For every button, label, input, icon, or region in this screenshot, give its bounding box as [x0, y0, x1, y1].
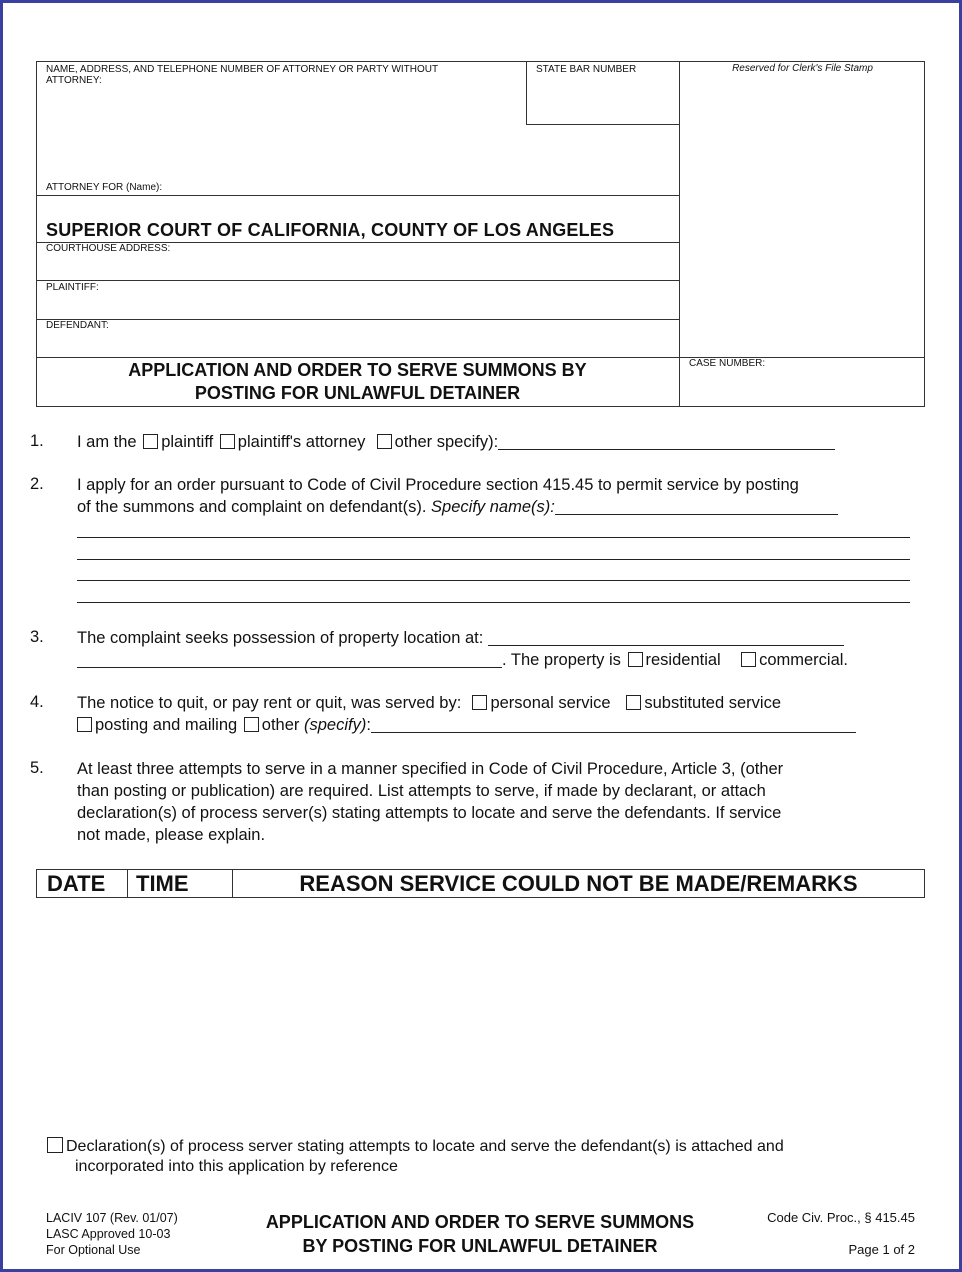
residential-label: residential — [645, 651, 721, 669]
plaintiff-label: plaintiff — [161, 433, 214, 451]
other-specify-label: other specify): — [394, 433, 499, 451]
item-2-number: 2. — [30, 475, 44, 493]
optional-label: For Optional Use — [46, 1243, 141, 1257]
form-title — [36, 359, 679, 405]
approved-label: LASC Approved 10-03 — [46, 1227, 171, 1241]
page-number: Page 1 of 2 — [848, 1242, 915, 1257]
item-5-line1: At least three attempts to serve in a manner specified in Code of Civil Procedure, Article 3, (other — [77, 760, 784, 778]
names-line-3[interactable] — [77, 580, 910, 581]
item-5-number: 5. — [30, 759, 44, 777]
item-2-line2 — [77, 496, 838, 518]
code-citation: Code Civ. Proc., § 415.45 — [767, 1210, 915, 1225]
rule-defendant — [36, 357, 925, 358]
clerk-stamp-label: Reserved for Clerk's File Stamp — [732, 63, 873, 74]
names-line-4[interactable] — [77, 602, 910, 603]
property-location-field-2[interactable] — [77, 651, 502, 668]
residential-checkbox[interactable] — [628, 652, 643, 667]
courthouse-label: COURTHOUSE ADDRESS: — [46, 243, 171, 254]
item-3-line2 — [77, 649, 848, 671]
header-time: TIME — [136, 871, 189, 896]
attempts-table-body[interactable] — [36, 898, 925, 1128]
declaration-checkbox[interactable] — [47, 1137, 63, 1153]
date-time-divider — [127, 870, 128, 897]
plaintiff-attorney-label: plaintiff's attorney — [237, 433, 366, 451]
item-1-text: I am the — [77, 433, 137, 451]
names-line-1[interactable] — [77, 537, 910, 538]
rule-plaintiff — [36, 319, 679, 320]
other-service-field[interactable] — [371, 716, 856, 733]
attorney-for-label: ATTORNEY FOR (Name): — [46, 182, 163, 193]
form-title-line2: POSTING FOR UNLAWFUL DETAINER — [194, 383, 521, 403]
plaintiff-checkbox[interactable] — [143, 434, 158, 449]
defendant-label: DEFENDANT: — [46, 320, 109, 331]
item-4-text: The notice to quit, or pay rent or quit, was served by: — [77, 694, 462, 712]
clerk-divider — [679, 61, 680, 407]
state-bar-label: STATE BAR NUMBER — [536, 64, 637, 75]
form-id: LACIV 107 (Rev. 01/07) — [46, 1211, 178, 1225]
substituted-service-checkbox[interactable] — [626, 695, 641, 710]
declaration-row — [47, 1137, 784, 1177]
item-1-number: 1. — [30, 432, 44, 450]
footer-title-line2: BY POSTING FOR UNLAWFUL DETAINER — [302, 1236, 658, 1256]
form-title-line1: APPLICATION AND ORDER TO SERVE SUMMONS BY — [128, 360, 587, 380]
commercial-label: commercial. — [759, 651, 849, 669]
plaintiff-label: PLAINTIFF: — [46, 282, 99, 293]
item-5-text — [77, 758, 783, 846]
other-service-specify: (specify) — [303, 716, 367, 734]
declaration-line1: Declaration(s) of process server stating attempts to locate and serve the defendant(s) is attached and — [66, 1138, 784, 1155]
header-date: DATE — [47, 871, 106, 896]
header-reason: REASON SERVICE COULD NOT BE MADE/REMARKS — [299, 871, 858, 896]
other-checkbox[interactable] — [377, 434, 392, 449]
personal-service-label: personal service — [490, 694, 611, 712]
footer-left — [46, 1210, 178, 1258]
names-line-2[interactable] — [77, 559, 910, 560]
other-service-checkbox[interactable] — [244, 717, 259, 732]
bar-bottom — [526, 124, 679, 125]
case-number-label: CASE NUMBER: — [689, 358, 766, 369]
rule-courthouse — [36, 280, 679, 281]
bar-divider — [526, 61, 527, 125]
item-2-line2-text: of the summons and complaint on defendant(s). — [77, 498, 427, 516]
rule-attorney — [36, 195, 679, 196]
other-service-label: other — [261, 716, 300, 734]
footer-title — [215, 1210, 745, 1258]
attorney-label: NAME, ADDRESS, AND TELEPHONE NUMBER OF ATTORNEY OR PARTY WITHOUT ATTORNEY: — [46, 64, 438, 86]
item-5-line2: than posting or publication) are required. List attempts to serve, if made by declarant, or attach — [77, 782, 766, 800]
declaration-line2: incorporated into this application by reference — [75, 1158, 398, 1175]
attempts-table-header — [36, 869, 925, 898]
item-3-text: The complaint seeks possession of property location at: — [77, 629, 484, 647]
court-name: SUPERIOR COURT OF CALIFORNIA, COUNTY OF LOS ANGELES — [46, 220, 615, 240]
item-3-number: 3. — [30, 628, 44, 646]
property-is-label: . The property is — [502, 651, 621, 669]
item-5-line4: not made, please explain. — [77, 826, 266, 844]
personal-service-checkbox[interactable] — [472, 695, 487, 710]
item-4-number: 4. — [30, 693, 44, 711]
item-4-line1 — [77, 692, 781, 714]
specify-names-label: Specify name(s): — [431, 498, 555, 516]
plaintiff-attorney-checkbox[interactable] — [220, 434, 235, 449]
posting-mailing-label: posting and mailing — [95, 716, 238, 734]
item-2-line1: I apply for an order pursuant to Code of Civil Procedure section 415.45 to permit service by posting — [77, 476, 799, 494]
other-specify-field[interactable] — [498, 433, 835, 450]
posting-mailing-checkbox[interactable] — [77, 717, 92, 732]
commercial-checkbox[interactable] — [741, 652, 756, 667]
item-3-line1 — [77, 627, 844, 649]
item-4-line2: posting and mailing other (specify): — [77, 714, 856, 736]
item-1 — [77, 431, 835, 453]
footer-title-line1: APPLICATION AND ORDER TO SERVE SUMMONS — [265, 1212, 695, 1232]
property-location-field[interactable] — [488, 629, 844, 646]
defendant-names-field[interactable] — [555, 498, 838, 515]
substituted-service-label: substituted service — [644, 694, 782, 712]
item-5-line3: declaration(s) of process server(s) stating attempts to locate and serve the defendants. If service — [77, 804, 782, 822]
